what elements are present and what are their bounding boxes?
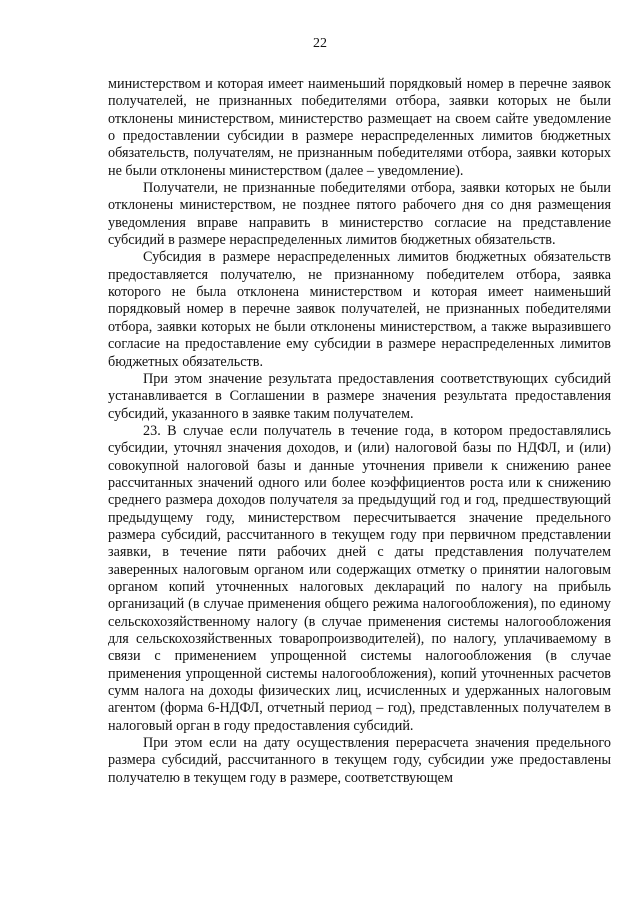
document-body <box>108 76 611 787</box>
paragraph-6: При этом если на дату осуществления перерасчета значения предельного размера субсидий, рассчитанного в текущем году, субсидии уже предоставлены получателю в текущем году в размере, соответствующем <box>108 735 611 786</box>
paragraph-2: Получатели, не признанные победителями отбора, заявки которых не были отклонены министерством, не позднее пятого рабочего дня со дня размещения уведомления вправе направить в министерство согласие на представление субсидий в размере нераспределенных лимитов бюджетных обязательств. <box>108 180 611 249</box>
paragraph-1: министерством и которая имеет наименьший порядковый номер в перечне заявок получателей, не признанных победителями отбора, заявки которых не были отклонены министерством, министерство размещает на своем сайте уведомление о предоставлении субсидии в размере нераспределенных лимитов бюджетных обязательств, получателям, не признанным победителями отбора, заявки которых не были отклонены министерством (далее – уведомление). <box>108 76 611 179</box>
paragraph-3: Субсидия в размере нераспределенных лимитов бюджетных обязательств предоставляется получателю, не признанному победителем отбора, заявка которого не была отклонена министерством и которая имеет наименьший порядковый номер в перечне заявок получателей, не признанных победителями отбора, заявки которых не были отклонены министерством, а также выразившего согласие на предоставление ему субсидии в размере нераспределенных лимитов бюджетных обязательств. <box>108 249 611 370</box>
paragraph-4: При этом значение результата предоставления соответствующих субсидий устанавливается в Соглашении в размере значения результата предоставления субсидий, указанного в заявке таким получателем. <box>108 370 611 422</box>
paragraph-5-clause-23: 23. В случае если получатель в течение года, в котором предоставлялись субсидии, уточнял значения доходов, и (или) налоговой базы по НДФЛ, и (или) совокупной налоговой базы и данные уточнения привели к снижению ранее рассчитанных значений одного или более коэффициентов роста или к снижению среднего размера доходов получателя за предыдущий год и год, предшествующий предыдущему году, министерством пересчитывается значение предельного размера субсидий, рассчитанного в текущем году при первичном представлении заявки, в течение пяти рабочих дней с даты представления получателем заверенных налоговым органом или содержащих отметку о принятии налоговым органом копий уточненных налоговых деклараций по налогу на прибыль организаций (в случае применения общего режима налогообложения), по единому сельскохозяйственному налогу (в случае применения системы налогообложения для сельскохозяйственных товаропроизводителей), по налогу, уплачиваемому в связи с применением упрощенной системы налогообложения (в случае применения упрощенной системы налогообложения), копий уточненных расчетов сумм налога на доходы физических лиц, исчисленных и удержанных налоговым агентом (форма 6-НДФЛ, отчетный период – год), представленных получателем в налоговый орган в году предоставления субсидий. <box>108 422 611 734</box>
page-number: 22 <box>313 36 327 51</box>
